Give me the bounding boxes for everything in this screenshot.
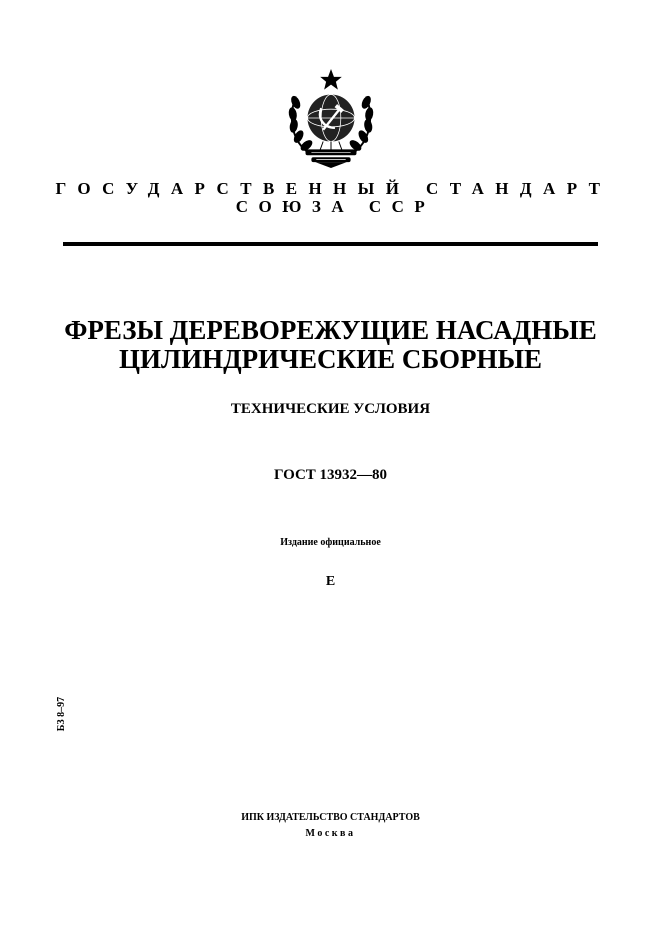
document-title bbox=[0, 316, 661, 374]
edition-letter: Е bbox=[325, 574, 336, 589]
standard-number: ГОСТ 13932—80 bbox=[273, 467, 388, 483]
publisher-name: ИПК ИЗДАТЕЛЬСТВО СТАНДАРТОВ bbox=[241, 812, 420, 823]
document-subtitle: ТЕХНИЧЕСКИЕ УСЛОВИЯ bbox=[230, 401, 431, 417]
publisher-city: Москва bbox=[305, 828, 356, 839]
header-ussr: СОЮЗА ССР bbox=[235, 197, 436, 216]
ussr-state-emblem-icon bbox=[282, 66, 380, 170]
title-line-1: ФРЕЗЫ ДЕРЕВОРЕЖУЩИЕ НАСАДНЫЕ bbox=[64, 315, 597, 345]
header-divider bbox=[63, 242, 598, 246]
title-line-2: ЦИЛИНДРИЧЕСКИЕ СБОРНЫЕ bbox=[118, 344, 543, 374]
side-code: БЗ 8–97 bbox=[56, 696, 67, 732]
header-state-standard: ГОСУДАРСТВЕННЫЙ СТАНДАРТ bbox=[55, 179, 612, 198]
edition-label: Издание официальное bbox=[280, 537, 381, 548]
